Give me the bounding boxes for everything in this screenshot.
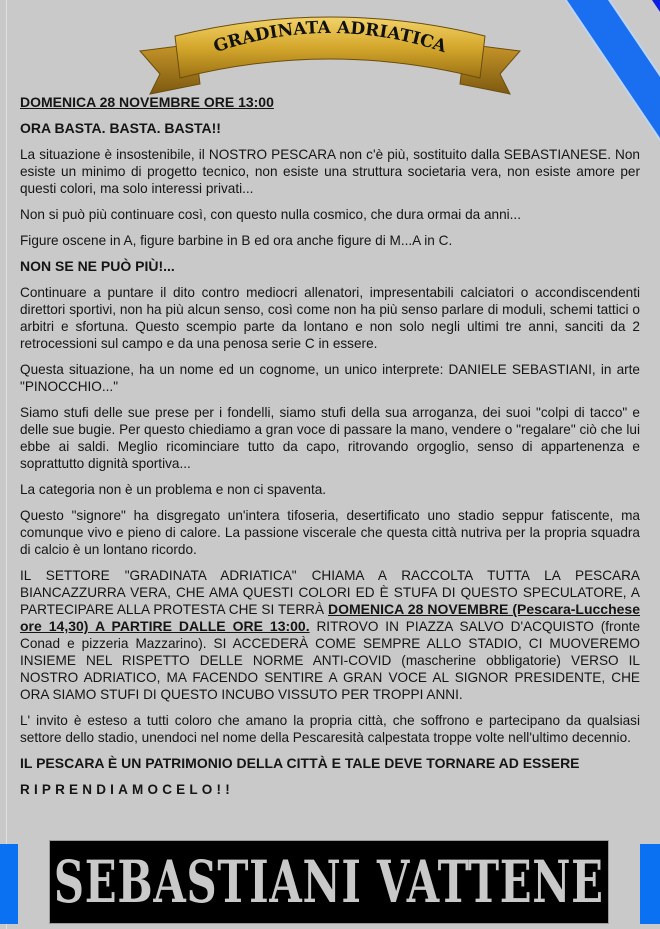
paragraph-figures: Figure oscene in A, figure barbine in B ed ora anche figure di M...A in C. <box>20 233 453 248</box>
paragraph-cannot-continue: Non si può più continuare così, con questo nulla cosmico, che dura ormai da anni... <box>20 207 521 222</box>
paragraph-call-to-action <box>20 567 640 703</box>
slogan: RIPRENDIAMOCELO!! <box>20 782 234 797</box>
banner-text: SEBASTIANI VATTENE <box>54 848 604 916</box>
frame-border-line <box>6 0 7 929</box>
banner <box>49 840 609 924</box>
ribbon-title: GRADINATA ADRIATICA <box>211 17 449 58</box>
subheading: NON SE NE PUÒ PIÙ!... <box>20 258 175 274</box>
paragraph-situation: La situazione è insostenibile, il NOSTRO PESCARA non c'è più, sostituito dalla SEBASTIANESE. Non esiste un minimo di progetto tecnico, non esiste una struttura societaria vera, non esiste amore per questi colori, ma solo interessi privati... <box>20 147 640 196</box>
paragraph-signore: Questo "signore" ha disgregato un'intera tifoseria, desertificato uno stadio seppur fatiscente, ma comunque vivo e pieno di calore. La passione viscerale che questa città nutriva per la propria squadra di calcio è un lontano ricordo. <box>20 508 640 557</box>
paragraph-tired: Siamo stufi delle sue prese per i fondelli, siamo stufi della sua arroganza, dei suoi "colpi di tacco" e delle sue bugie. Per questo chiediamo a gran voce di passare la mano, vendere o "regalare" ciò che lui ebbe ai saldi. Meglio ricominciare tutto da capo, ritrovando orgoglio, senso di appartenenza e soprattutto dignità sportiva... <box>20 405 640 471</box>
blue-block-right <box>640 844 660 924</box>
date-heading: DOMENICA 28 NOVEMBRE ORE 13:00 <box>20 94 274 110</box>
blue-block-left <box>0 844 18 924</box>
paragraph-invitation: L' invito è esteso a tutti coloro che amano la propria città, che soffrono e partecipano da qualsiasi settore dello stadio, unendoci nel nome della Pescaresità calpestata troppe volte nell'ultimo decennio. <box>20 713 640 745</box>
protest-date: DOMENICA 28 NOVEMBRE (Pescara-Lucchese ore 14,30) A PARTIRE DALLE ORE 13:00. <box>20 601 641 634</box>
headline: ORA BASTA. BASTA. BASTA!! <box>20 120 221 136</box>
paragraph-pointing-finger: Continuare a puntare il dito contro mediocri allenatori, impresentabili calciatori o accondiscendenti direttori sportivi, non ha più alcun senso, così come non ha più senso parlare di moduli, schemi tattici o arbitri e sfortuna. Questo scempio parte da lontano e non solo negli ultimi tre anni, sanciti da 2 retrocessioni sul campo e da una penosa serie C in essere. <box>20 285 640 351</box>
gold-ribbon-logo <box>130 6 530 96</box>
bottom-banner-area <box>0 840 660 925</box>
closing-statement: IL PESCARA È UN PATRIMONIO DELLA CITTÀ E TALE DEVE TORNARE AD ESSERE <box>20 755 580 771</box>
flyer-body <box>20 94 640 807</box>
paragraph-name: Questa situazione, ha un nome ed un cognome, un unico interprete: DANIELE SEBASTIANI, in arte "PINOCCHIO..." <box>20 362 640 394</box>
paragraph-category: La categoria non è un problema e non ci spaventa. <box>20 482 327 497</box>
call-to-action-details: RITROVO IN PIAZZA SALVO D'ACQUISTO (fronte Conad e pizzeria Mazzarino). SI ACCEDERÀ COME SEMPRE ALLO STADIO, CI MUOVEREMO INSIEME NEL RISPETTO DELLE NORME ANTI-COVID (mascherine obbligatorie) VERSO IL NOSTRO ADRIATICO, MA FACENDO SENTIRE A GRAN VOCE AL SIGNOR PRESIDENTE, CHE ORA SIAMO STUFI DI QUESTO INCUBO VISSUTO PER TROPPI ANNI. <box>20 619 641 702</box>
call-to-action-intro: IL SETTORE "GRADINATA ADRIATICA" CHIAMA A RACCOLTA TUTTA LA PESCARA BIANCAZZURRA VERA, CHE AMA QUESTI COLORI ED È STUFA DI QUESTO SPECULATORE, A PARTECIPARE ALLA PROTESTA CHE SI TERRÀ <box>20 568 640 617</box>
